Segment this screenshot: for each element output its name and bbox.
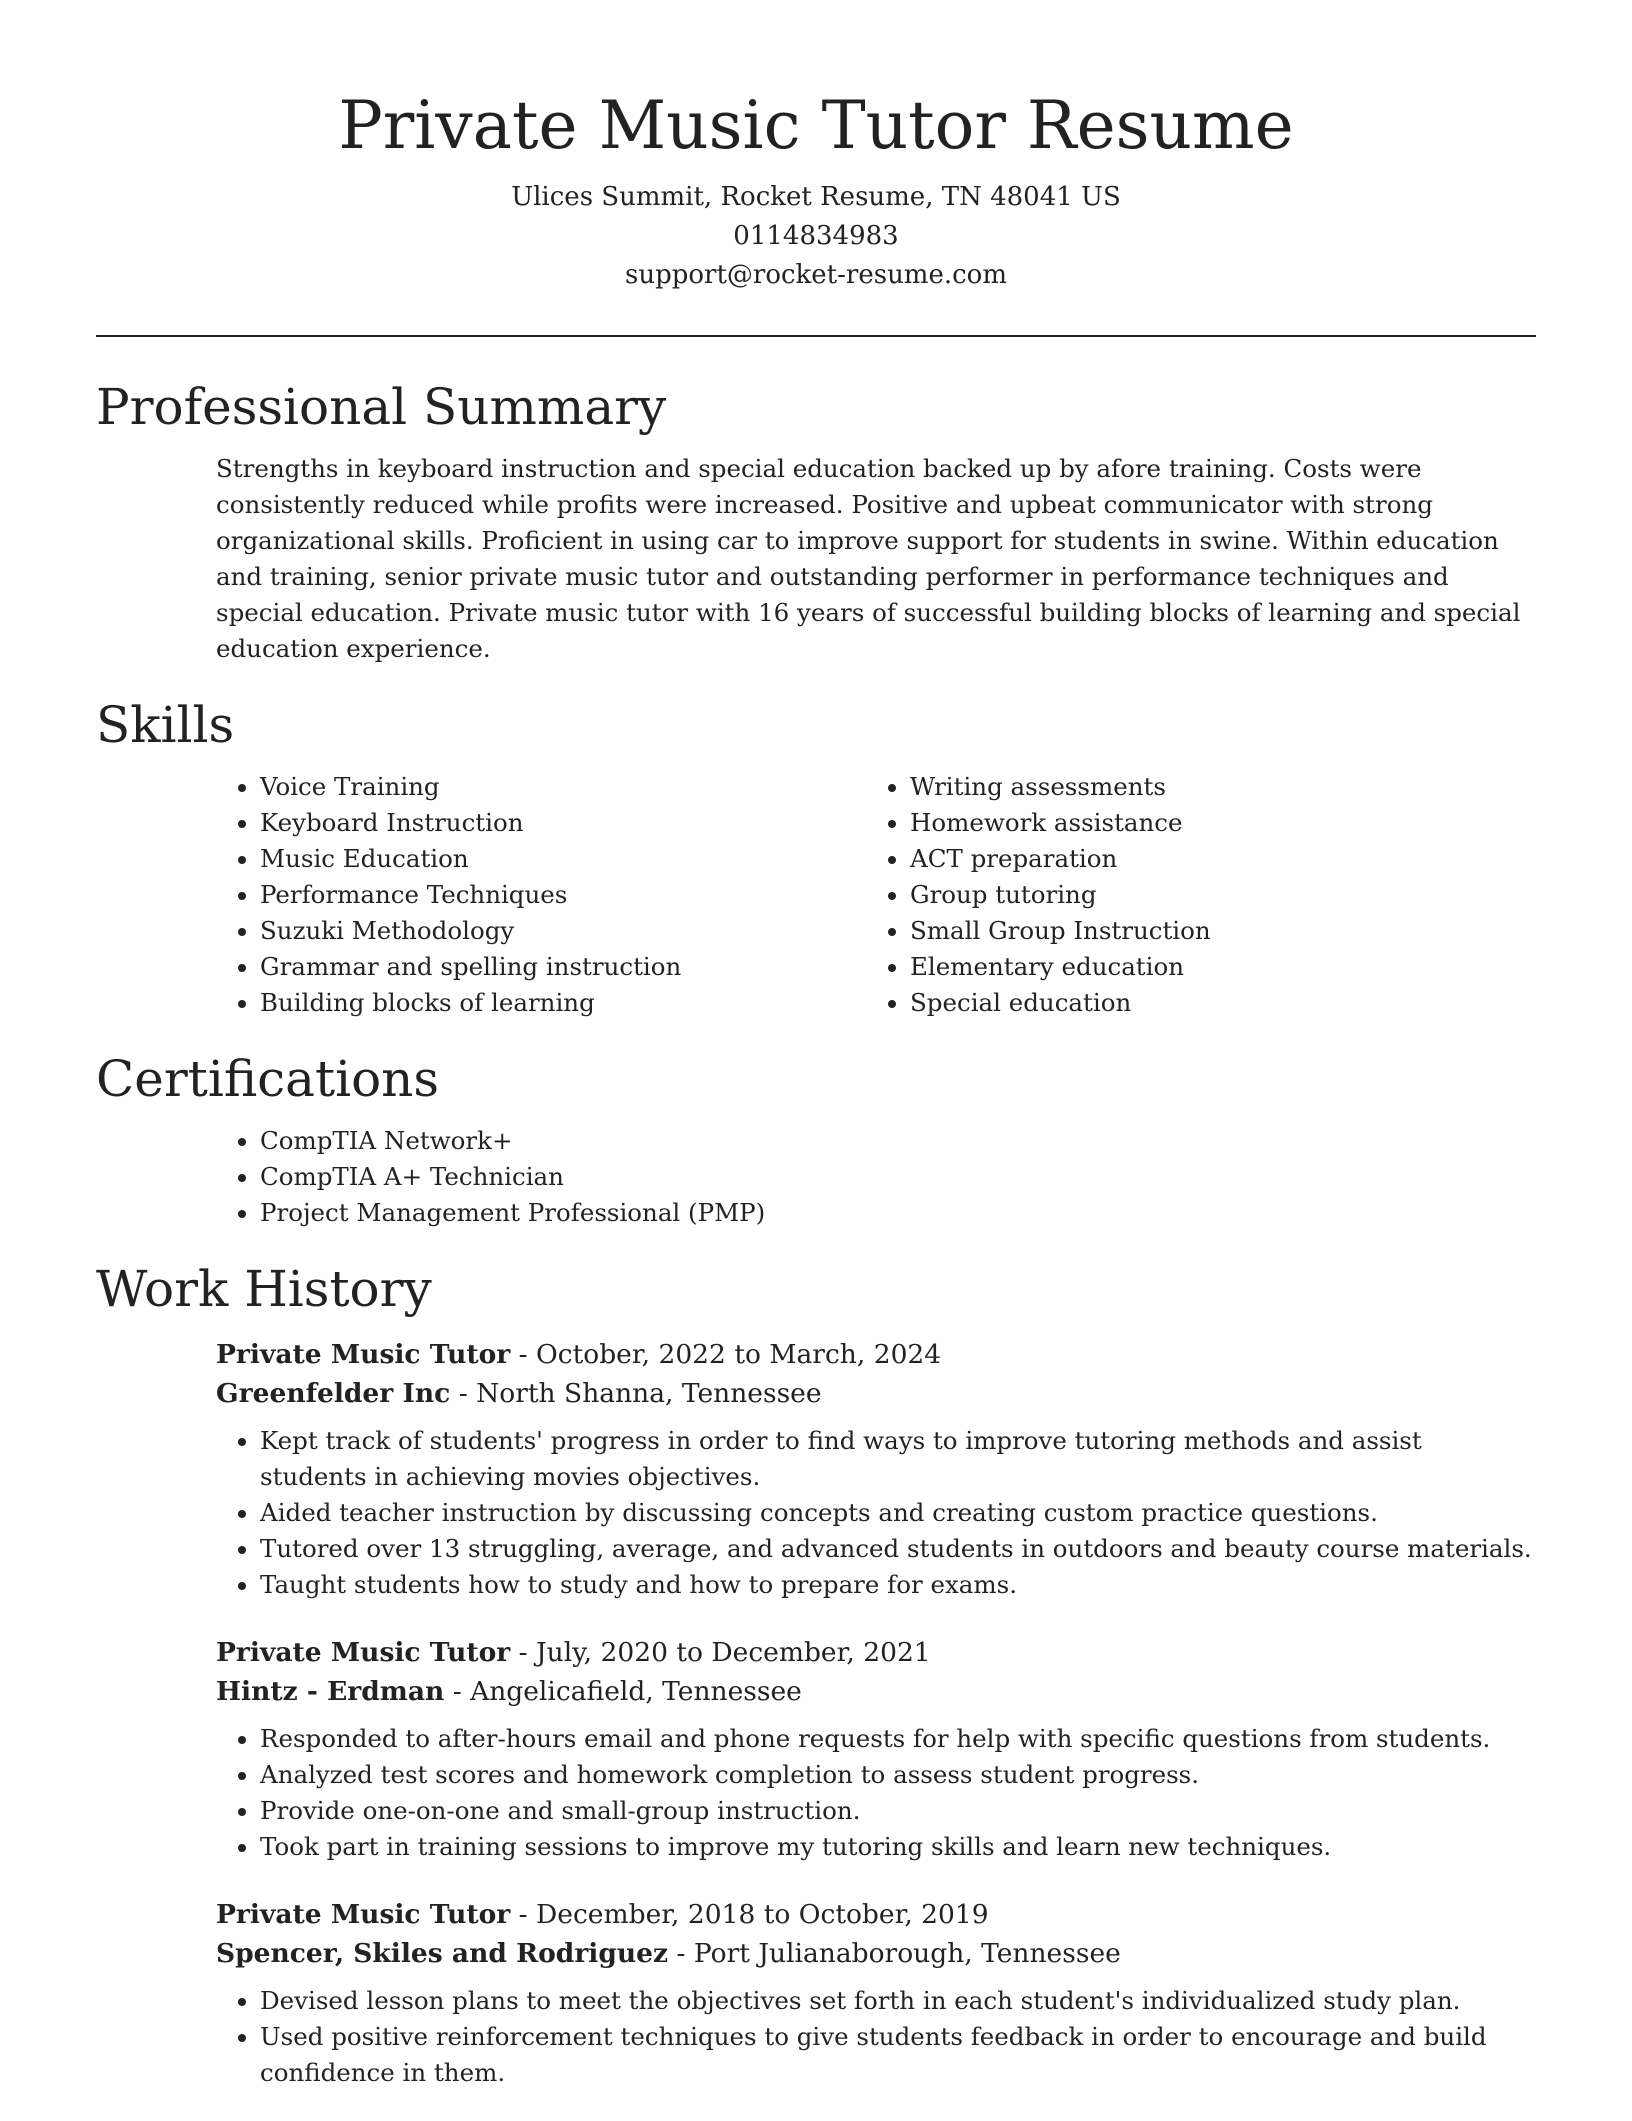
job-company-line xyxy=(216,1374,1536,1413)
work-history-section xyxy=(96,1257,1536,2091)
job-entry xyxy=(216,1895,1536,2091)
skill-item: • Writing assessments xyxy=(910,769,1516,805)
certifications-section xyxy=(96,1047,1536,1231)
contact-address: Ulices Summit, Rocket Resume, TN 48041 US xyxy=(511,182,1121,212)
professional-summary-text: Strengths in keyboard instruction and special education backed up by afore training. Costs were consistently reduced while profits were increased. Positive and upbeat communicator with strong organizational skills. Proficient in using car to improve support for students in swine. Within education and training, senior private music tutor and outstanding performer in performance techniques and special education. Private music tutor with 16 years of successful building blocks of learning and special education experience. xyxy=(216,454,1521,663)
job-bullet: • Responded to after-hours email and phone requests for help with specific questions from students. xyxy=(260,1721,1536,1757)
skills-list-left xyxy=(216,769,866,1021)
skills-columns xyxy=(216,769,1536,1021)
job-company-line xyxy=(216,1934,1536,1973)
job-company-line xyxy=(216,1672,1536,1711)
contact-phone: 0114834983 xyxy=(733,221,899,251)
job-bullet: • Devised lesson plans to meet the objectives set forth in each student's individualized study plan. xyxy=(260,1983,1536,2019)
job-bullet: • Taught students how to study and how to prepare for exams. xyxy=(260,1567,1536,1603)
professional-summary-heading: Professional Summary xyxy=(96,378,667,436)
certification-item: • CompTIA A+ Technician xyxy=(260,1159,1536,1195)
contact-email: support@rocket-resume.com xyxy=(624,260,1007,290)
header-divider xyxy=(96,335,1536,337)
job-dates: - October, 2022 to March, 2024 xyxy=(510,1339,942,1370)
job-bullet: • Kept track of students' progress in order to find ways to improve tutoring methods and assist students in achieving movies objectives. xyxy=(260,1423,1536,1495)
skill-item: • Homework assistance xyxy=(910,805,1516,841)
skill-item: • Elementary education xyxy=(910,949,1516,985)
job-location: - North Shanna, Tennessee xyxy=(450,1378,822,1409)
work-history-body xyxy=(216,1335,1536,2091)
job-bullets xyxy=(216,1983,1536,2091)
skill-item: • Music Education xyxy=(260,841,866,877)
certification-item: • Project Management Professional (PMP) xyxy=(260,1195,1536,1231)
skill-item: • Building blocks of learning xyxy=(260,985,866,1021)
skills-column-right xyxy=(866,769,1516,1021)
job-entry xyxy=(216,1335,1536,1603)
skill-item: • Performance Techniques xyxy=(260,877,866,913)
job-location: - Port Julianaborough, Tennessee xyxy=(668,1938,1121,1969)
job-dates: - December, 2018 to October, 2019 xyxy=(510,1899,989,1930)
job-bullets xyxy=(216,1423,1536,1603)
job-title: Private Music Tutor xyxy=(216,1339,511,1370)
job-bullet: • Tutored over 13 struggling, average, and advanced students in outdoors and beauty course materials. xyxy=(260,1531,1536,1567)
job-title-line xyxy=(216,1633,1536,1672)
professional-summary-body xyxy=(216,451,1536,667)
certification-item: • CompTIA Network+ xyxy=(260,1123,1536,1159)
certifications-heading: Certifications xyxy=(96,1050,440,1108)
professional-summary-section xyxy=(96,375,1536,667)
skill-item: • Grammar and spelling instruction xyxy=(260,949,866,985)
certifications-body xyxy=(216,1123,1536,1231)
skill-item: • Keyboard Instruction xyxy=(260,805,866,841)
work-history-heading: Work History xyxy=(96,1260,432,1318)
skill-item: • Suzuki Methodology xyxy=(260,913,866,949)
job-title: Private Music Tutor xyxy=(216,1637,511,1668)
job-bullet: • Aided teacher instruction by discussing concepts and creating custom practice questions. xyxy=(260,1495,1536,1531)
job-entry xyxy=(216,1633,1536,1865)
certifications-list xyxy=(216,1123,1536,1231)
skills-list-right xyxy=(866,769,1516,1021)
resume-title: Private Music Tutor Resume xyxy=(338,87,1294,164)
skill-item: • Voice Training xyxy=(260,769,866,805)
job-bullet: • Analyzed test scores and homework completion to assess student progress. xyxy=(260,1757,1536,1793)
skill-item: • Small Group Instruction xyxy=(910,913,1516,949)
job-company: Hintz - Erdman xyxy=(216,1676,445,1707)
job-company: Greenfelder Inc xyxy=(216,1378,451,1409)
skills-section xyxy=(96,693,1536,1021)
job-title: Private Music Tutor xyxy=(216,1899,511,1930)
job-dates: - July, 2020 to December, 2021 xyxy=(510,1637,931,1668)
job-title-line xyxy=(216,1335,1536,1374)
job-bullets xyxy=(216,1721,1536,1865)
contact-block xyxy=(96,178,1536,295)
skill-item: • Special education xyxy=(910,985,1516,1021)
job-bullet: • Used positive reinforcement techniques to give students feedback in order to encourage and build confidence in them. xyxy=(260,2019,1536,2091)
resume-header xyxy=(96,0,1536,295)
job-location: - Angelicafield, Tennessee xyxy=(444,1676,802,1707)
skill-item: • Group tutoring xyxy=(910,877,1516,913)
skills-column-left xyxy=(216,769,866,1021)
job-company: Spencer, Skiles and Rodriguez xyxy=(216,1938,669,1969)
skill-item: • ACT preparation xyxy=(910,841,1516,877)
job-title-line xyxy=(216,1895,1536,1934)
skills-heading: Skills xyxy=(96,696,235,754)
job-bullet: • Took part in training sessions to improve my tutoring skills and learn new techniques. xyxy=(260,1829,1536,1865)
resume-page xyxy=(96,0,1536,2121)
job-bullet: • Provide one-on-one and small-group instruction. xyxy=(260,1793,1536,1829)
